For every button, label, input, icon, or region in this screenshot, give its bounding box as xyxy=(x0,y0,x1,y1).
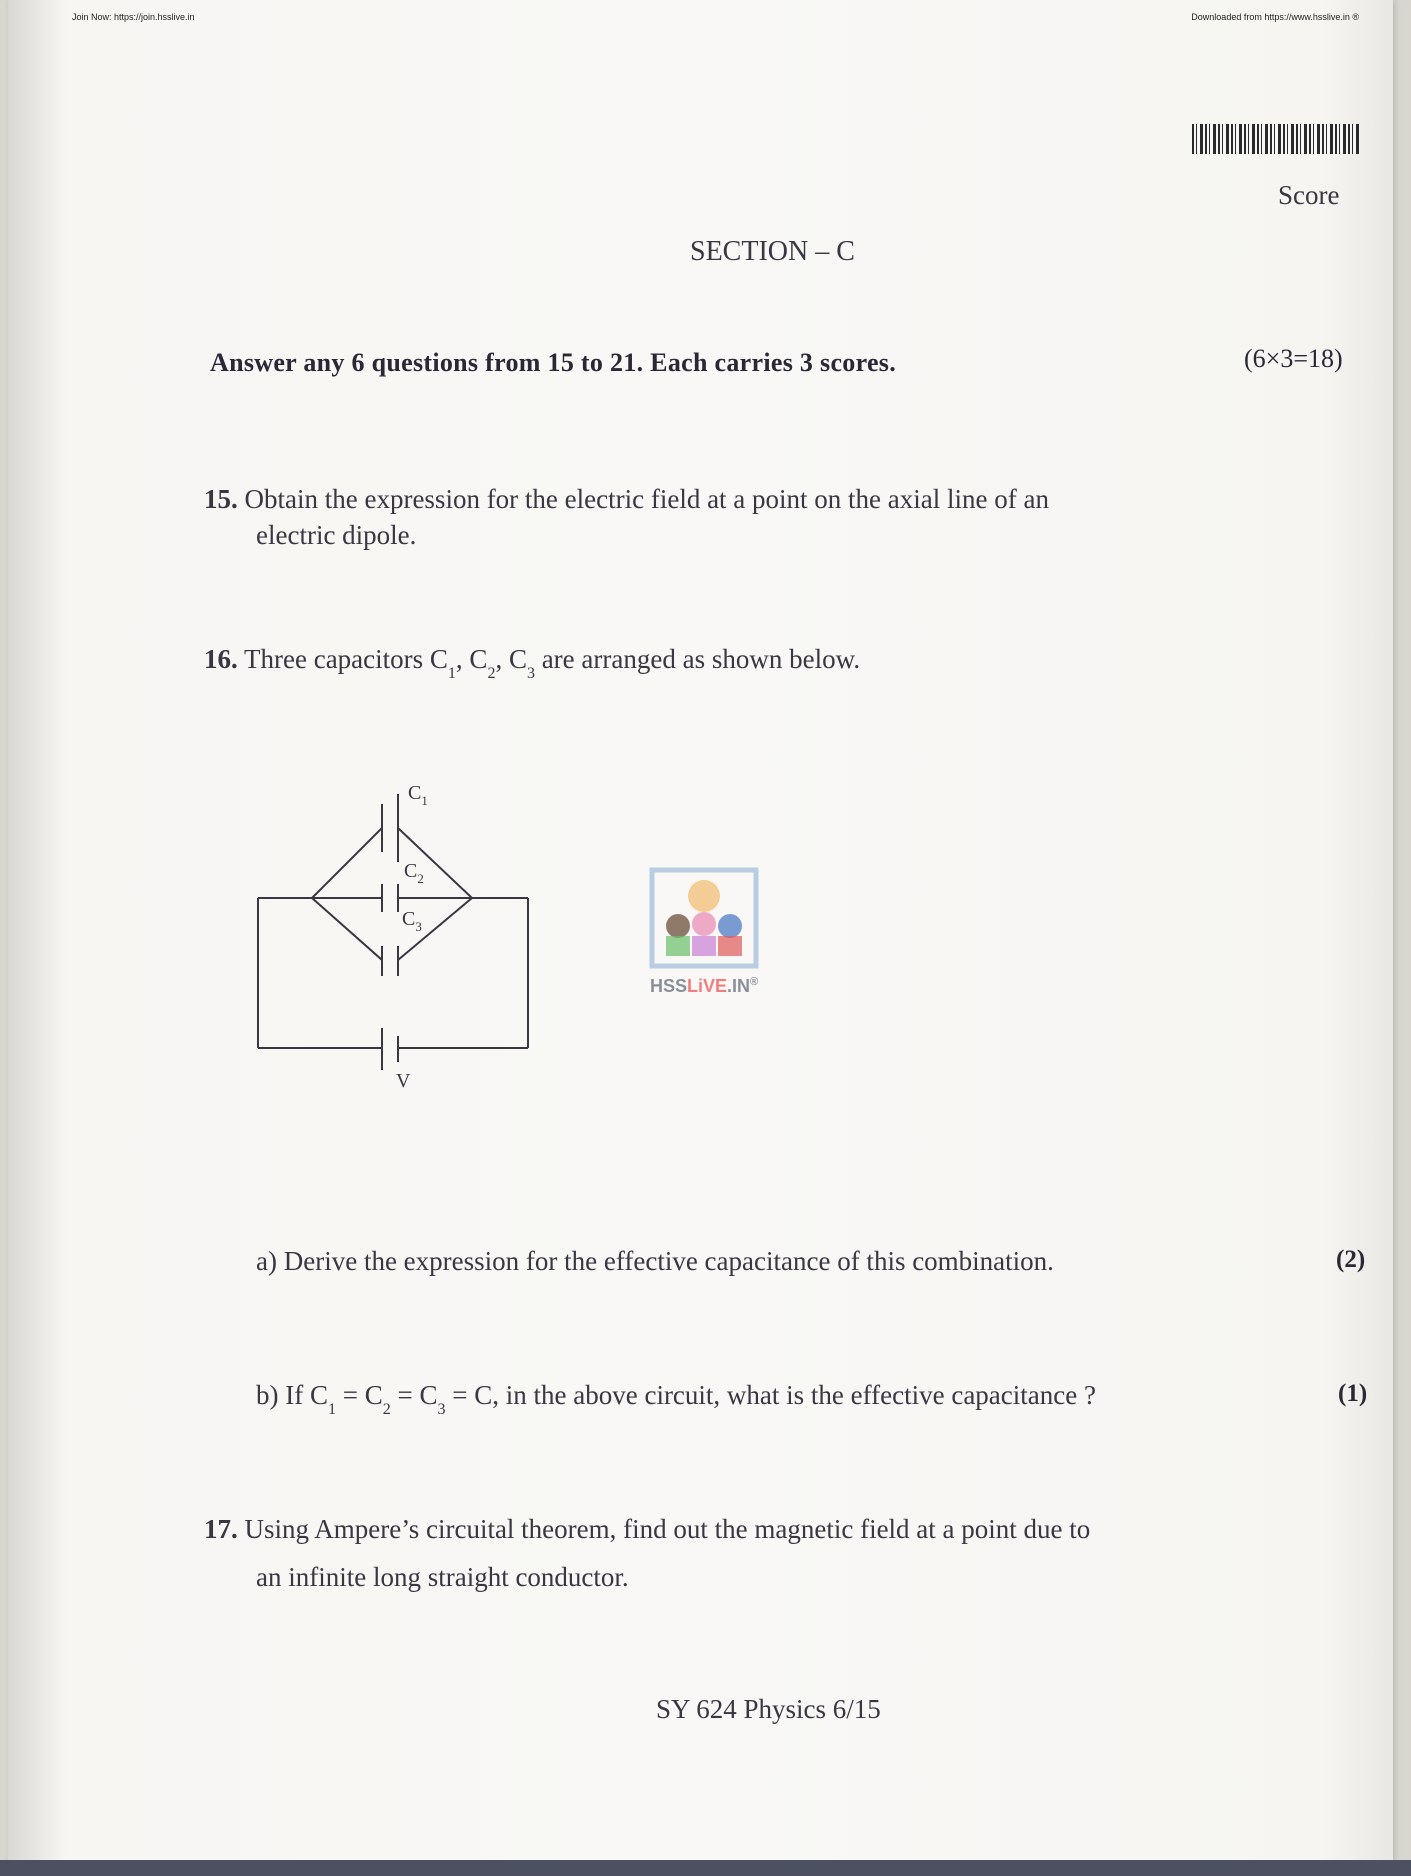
question-17-number: 17. xyxy=(204,1514,238,1544)
instruction-marks: (6×3=18) xyxy=(1244,344,1343,373)
label-v: V xyxy=(396,1070,411,1092)
question-16b-marks: (1) xyxy=(1338,1380,1368,1407)
hsslive-watermark-text: HSSLiVE.IN® xyxy=(650,976,759,996)
question-16a-text: Derive the expression for the effective capacitance of this combination. xyxy=(283,1246,1054,1276)
question-15-line1 xyxy=(204,484,1049,515)
subscript-1: 1 xyxy=(447,665,456,682)
question-16a-label: a) xyxy=(256,1246,277,1276)
question-16b: b) If $C_1 = C_2 = C_3 = C$, in the above circuit, what is the effective capacitance ? xyxy=(256,1380,1096,1418)
question-15-text-1: Obtain the expression for the electric field at a point on the axial line of an xyxy=(244,484,1049,514)
score-label: Score xyxy=(1278,180,1340,210)
question-16-intro: Three capacitors C xyxy=(244,644,448,674)
label-c2: $C_2$ xyxy=(404,860,424,886)
hsslive-watermark-logo xyxy=(648,866,760,970)
question-16a xyxy=(256,1246,1054,1277)
subscript-2: 2 xyxy=(487,665,496,682)
join-link-text[interactable]: Join Now: https://join.hsslive.in xyxy=(72,12,195,22)
label-c1: $C_1$ xyxy=(408,782,428,808)
label-c3: $C_3$ xyxy=(402,908,422,934)
instruction-text: Answer any 6 questions from 15 to 21. Each carries 3 scores. xyxy=(210,348,897,377)
page-footer: SY 624 Physics 6/15 xyxy=(656,1694,881,1724)
question-16-number: 16. xyxy=(204,644,238,674)
question-15-line2: electric dipole. xyxy=(256,520,417,550)
question-17-line1 xyxy=(204,1514,1090,1545)
question-15-number: 15. xyxy=(204,484,238,514)
page-edge-shadow xyxy=(8,0,68,1876)
subscript-3: 3 xyxy=(526,665,535,682)
capacitor-circuit-diagram xyxy=(250,780,540,1100)
question-17-text-1: Using Ampere’s circuital theorem, find out the magnetic field at a point due to xyxy=(244,1514,1091,1544)
question-16a-marks: (2) xyxy=(1336,1246,1366,1273)
bottom-background-strip xyxy=(0,1860,1411,1876)
section-title: SECTION – C xyxy=(690,236,855,267)
question-16-line: 16. Three capacitors $C_1$, $C_2$, $C_3$ are arranged as shown below. xyxy=(204,644,861,682)
question-16b-label: b) xyxy=(256,1380,279,1410)
barcode xyxy=(1192,124,1360,154)
question-17-line2: an infinite long straight conductor. xyxy=(256,1562,629,1592)
question-16b-text: in the above circuit, what is the effective capacitance ? xyxy=(505,1380,1096,1410)
download-link-text[interactable]: Downloaded from https://www.hsslive.in ® xyxy=(1191,12,1359,22)
